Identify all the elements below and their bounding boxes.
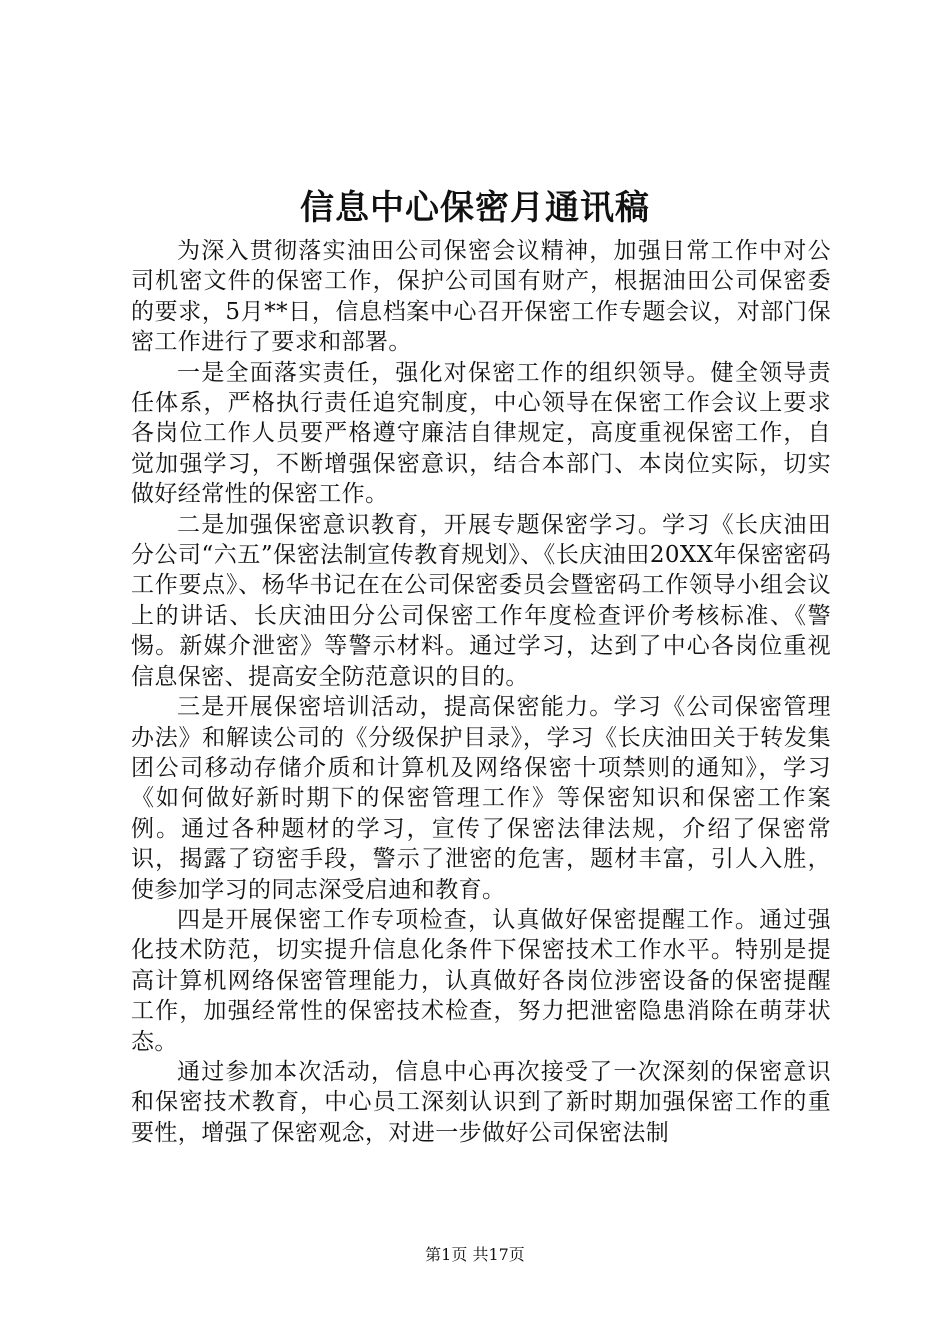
document-title: 信息中心保密月通讯稿 [300,188,650,228]
document-body [131,236,831,1148]
paragraph-point-three: 三是开展保密培训活动，提高保密能力。学习《公司保密管理办法》和解读公司的《分级保护目录》，学习《长庆油田关于转发集团公司移动存储介质和计算机及网络保密十项禁则的通知》，学习《如何做好新时期下的保密管理工作》等保密知识和保密工作案例。通过各种题材的学习，宣传了保密法律法规，介绍了保密常识，揭露了窃密手段，警示了泄密的危害，题材丰富，引人入胜，使参加学习的同志深受启迪和教育。 [131,694,831,903]
paragraph-point-one: 一是全面落实责任，强化对保密工作的组织领导。健全领导责任体系，严格执行责任追究制度，中心领导在保密工作会议上要求各岗位工作人员要严格遵守廉洁自律规定，高度重视保密工作，自觉加强学习，不断增强保密意识，结合本部门、本岗位实际，切实做好经常性的保密工作。 [131,359,831,508]
paragraph-intro: 为深入贯彻落实油田公司保密会议精神，加强日常工作中对公司机密文件的保密工作，保护公司国有财产，根据油田公司保密委的要求，5月**日，信息档案中心召开保密工作专题会议，对部门保密工作进行了要求和部署。 [131,238,831,356]
paragraph-point-two: 二是加强保密意识教育，开展专题保密学习。学习《长庆油田分公司“六五”保密法制宣传教育规划》、《长庆油田20XX年保密密码工作要点》、杨华书记在在公司保密委员会暨密码工作领导小组会议上的讲话、长庆油田分公司保密工作年度检查评价考核标准、《警惕。新媒介泄密》等警示材料。通过学习，达到了中心各岗位重视信息保密、提高安全防范意识的目的。 [131,511,831,690]
page-footer: 第1页 共17页 [425,1245,525,1264]
paragraph-conclusion: 通过参加本次活动，信息中心再次接受了一次深刻的保密意识和保密技术教育，中心员工深刻认识到了新时期加强保密工作的重要性，增强了保密观念，对进一步做好公司保密法制 [131,1058,831,1146]
paragraph-point-four: 四是开展保密工作专项检查，认真做好保密提醒工作。通过强化技术防范，切实提升信息化条件下保密技术工作水平。特别是提高计算机网络保密管理能力，认真做好各岗位涉密设备的保密提醒工作，加强经常性的保密技术检查，努力把泄密隐患消除在萌芽状态。 [131,906,831,1055]
